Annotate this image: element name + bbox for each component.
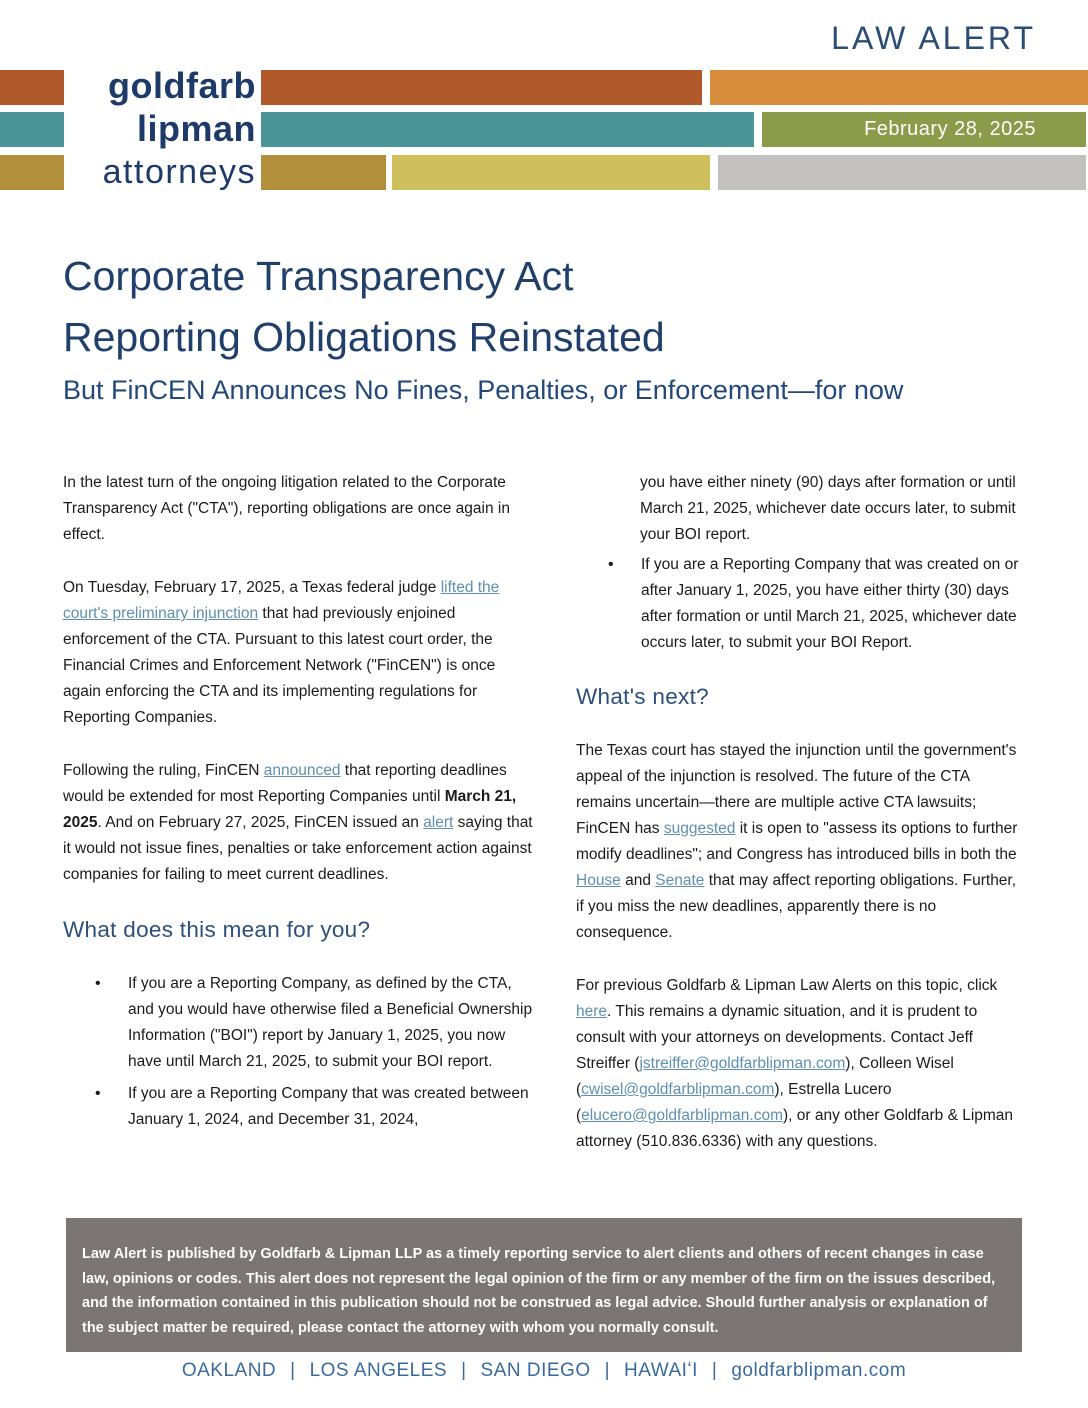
inline-link[interactable]: announced xyxy=(263,762,341,779)
footer-location: LOS ANGELES xyxy=(309,1360,448,1381)
article-title-block xyxy=(63,246,1043,408)
section-heading-what-does-this-mean: What does this mean for you? xyxy=(63,917,371,942)
color-bar-rust-mid xyxy=(261,70,702,105)
color-bar-olive-date xyxy=(762,112,1086,147)
text-run: saying that it would not issue fines, penalties or take enforcement action against companies for failing to meet current deadlines. xyxy=(63,814,533,883)
title-line-2: Reporting Obligations Reinstated xyxy=(63,314,665,360)
color-bar-orange-right xyxy=(710,70,1088,105)
disclaimer-text: Law Alert is published by Goldfarb & Lipman LLP as a timely reporting service to alert clients and others of recent changes in case law, opinions or codes. This alert does not represent the legal opinion of the firm or any member of the firm on the issues described, and the information contained in this publication should not be construed as legal advice. Should further analysis or explanation of the subject matter be required, please contact the attorney with whom you normally consult. xyxy=(82,1246,996,1336)
inline-link[interactable]: House xyxy=(576,872,621,889)
text-run: The Texas court has stayed the injunction until the government's appeal of the injunction is resolved. The future of the CTA remains uncertain—there are multiple active CTA lawsuits; FinCEN has xyxy=(576,742,1017,837)
inline-link[interactable]: suggested xyxy=(663,820,736,837)
bullet-list xyxy=(63,971,535,1133)
footer-location: OAKLAND xyxy=(181,1360,277,1381)
inline-link[interactable]: elucero@goldfarblipman.com xyxy=(581,1107,784,1124)
color-bar-rust-left xyxy=(0,70,64,105)
inline-link[interactable]: lifted the court's preliminary injunction xyxy=(63,579,500,622)
text-run: that had previously enjoined enforcement of the CTA. Pursuant to this latest court order, the Financial Crimes and Enforcement Network ("FinCEN") is once again enforcing the CTA and its implementing regulations for Reporting Companies. xyxy=(63,605,496,726)
color-bar-gold-mid xyxy=(261,155,386,190)
body-columns xyxy=(63,470,1023,1182)
text-run: it is open to "assess its options to further modify deadlines"; and Congress has introduced bills in both the xyxy=(576,820,1018,863)
section-heading-whats-next: What's next? xyxy=(576,684,709,709)
firm-logo xyxy=(64,64,256,195)
logo-word-lipman: lipman xyxy=(136,108,256,149)
separator: | xyxy=(461,1360,467,1381)
color-bar-teal-left xyxy=(0,112,64,147)
bullet-list xyxy=(576,552,1022,656)
inline-link[interactable]: jstreiffer@goldfarblipman.com xyxy=(639,1055,846,1072)
inline-link[interactable]: cwisel@goldfarblipman.com xyxy=(581,1081,775,1098)
right-column xyxy=(576,470,1022,1182)
left-column xyxy=(63,470,535,1182)
text-run: that reporting deadlines would be extended for most Reporting Companies until xyxy=(63,762,507,805)
text-run: ), Estrella Lucero ( xyxy=(576,1081,892,1124)
issue-date: February 28, 2025 xyxy=(864,118,1036,140)
list-item: • If you are a Reporting Company that was created between January 1, 2024, and December 31, 2024, xyxy=(63,1081,535,1133)
paragraph xyxy=(63,575,535,731)
separator: | xyxy=(290,1360,296,1381)
inline-link[interactable]: Senate xyxy=(655,872,705,889)
separator: | xyxy=(711,1360,718,1381)
title-subtitle: But FinCEN Announces No Fines, Penalties, or Enforcement—for now xyxy=(63,375,904,405)
bullet-continuation: you have either ninety (90) days after formation or until March 21, 2025, whichever date occurs later, to submit your BOI report. xyxy=(640,474,1016,543)
text-run: On Tuesday, February 17, 2025, a Texas federal judge xyxy=(63,579,441,596)
paragraph xyxy=(576,738,1022,946)
inline-link[interactable]: here xyxy=(576,1003,608,1020)
footer-location: SAN DIEGO xyxy=(480,1360,591,1381)
color-bar-gray-right xyxy=(718,155,1086,190)
footer-location: HAWAIʻI xyxy=(624,1360,698,1381)
text-run: . This remains a dynamic situation, and it is prudent to consult with your attorneys on developments. Contact Jeff Streiffer ( xyxy=(576,1003,978,1072)
separator: | xyxy=(604,1360,611,1381)
text-run: ), Colleen Wisel ( xyxy=(576,1055,954,1098)
bold-text: March 21, 2025 xyxy=(63,788,517,831)
color-bar-yellow-mid xyxy=(392,155,710,190)
text-run: and xyxy=(620,872,656,889)
logo-word-goldfarb: goldfarb xyxy=(108,65,256,106)
disclaimer-box xyxy=(66,1218,1022,1352)
text-run: For previous Goldfarb & Lipman Law Alerts on this topic, click xyxy=(576,977,998,994)
footer-website-link[interactable]: goldfarblipman.com xyxy=(731,1360,907,1381)
text-run: In the latest turn of the ongoing litigation related to the Corporate Transparency Act ("CTA"), reporting obligations are once again in effect. xyxy=(63,474,510,543)
text-run: ), or any other Goldfarb & Lipman attorney (510.836.6336) with any questions. xyxy=(576,1107,1014,1150)
text-run: that may affect reporting obligations. Further, if you miss the new deadlines, apparently there is no consequence. xyxy=(576,872,1017,941)
title-line-1: Corporate Transparency Act xyxy=(63,253,574,299)
logo-word-attorneys: attorneys xyxy=(102,153,256,191)
list-item: • If you are a Reporting Company that was created on or after January 1, 2025, you have either thirty (30) days after formation or until March 21, 2025, whichever date occurs later, to submit your BOI Report. xyxy=(576,552,1022,656)
text-run: Following the ruling, FinCEN xyxy=(63,762,264,779)
inline-link[interactable]: alert xyxy=(423,814,454,831)
list-item: • If you are a Reporting Company, as defined by the CTA, and you would have otherwise filed a Beneficial Ownership Information ("BOI") report by January 1, 2025, you now have until March 21, 2025, to submit your BOI report. xyxy=(63,971,535,1075)
masthead-title: LAW ALERT xyxy=(831,20,1036,56)
color-bar-teal-mid xyxy=(261,112,754,147)
footer-locations xyxy=(0,1360,1088,1382)
paragraph xyxy=(576,973,1022,1155)
color-bar-gold-left xyxy=(0,155,64,190)
text-run: . And on February 27, 2025, FinCEN issued an xyxy=(97,814,424,831)
paragraph xyxy=(63,758,535,888)
paragraph xyxy=(63,470,535,548)
